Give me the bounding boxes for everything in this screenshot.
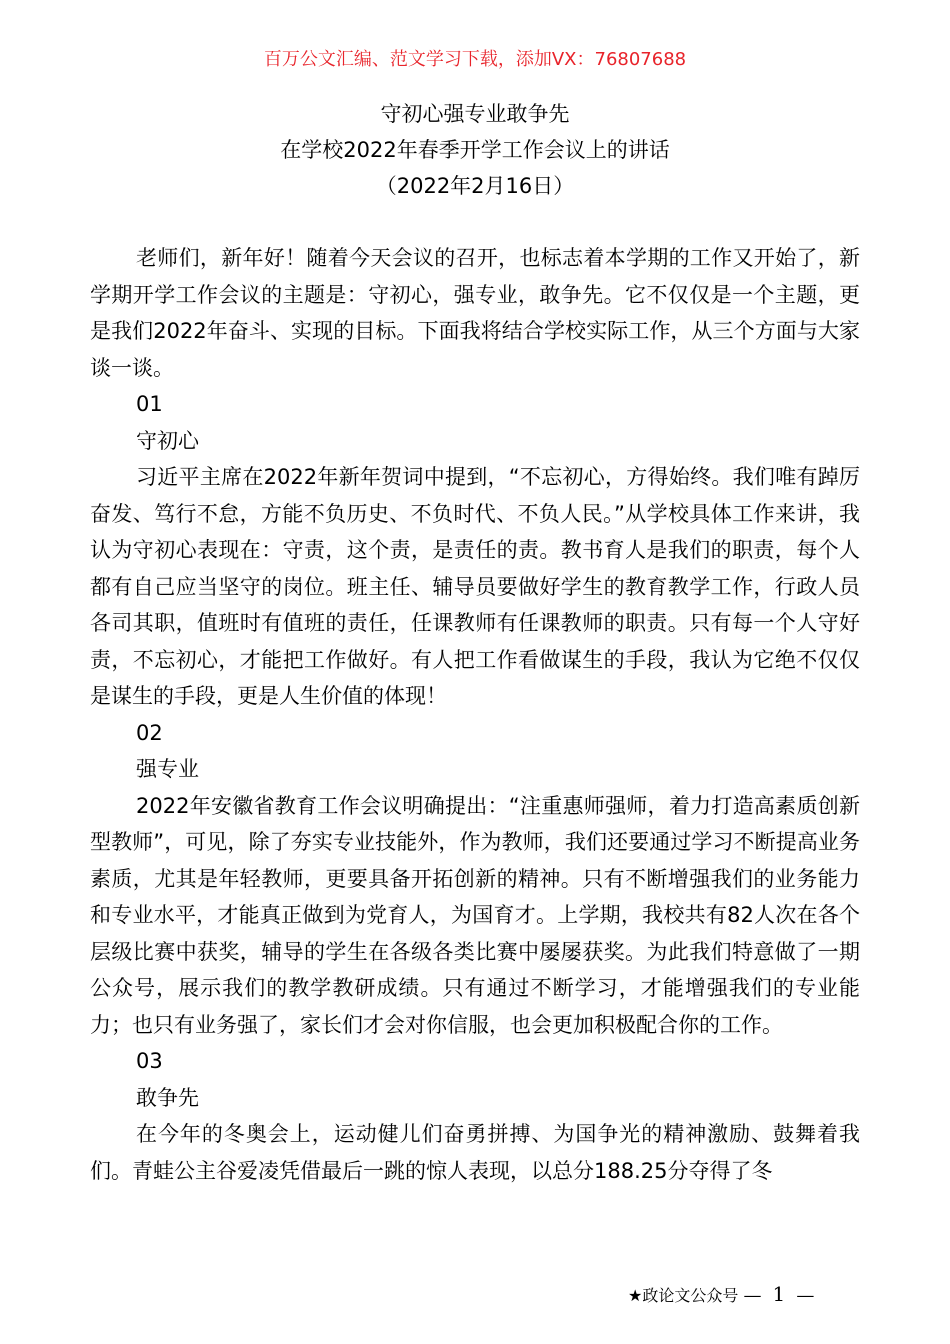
footer-dash-left: — (743, 1285, 762, 1306)
section-number-02: 02 (136, 720, 163, 745)
section-heading-1: 守初心 (136, 428, 199, 453)
document-body (90, 240, 860, 1189)
page-number: 1 (772, 1282, 786, 1306)
paragraph-section-3: 在今年的冬奥会上，运动健儿们奋勇拼搏、为国争光的精神激励、鼓舞着我们。青蛙公主谷爱凌凭借最后一跳的惊人表现，以总分188.25分夺得了冬 (90, 1122, 860, 1183)
paragraph-intro: 老师们，新年好！随着今天会议的召开，也标志着本学期的工作又开始了，新学期开学工作会议的主题是：守初心，强专业，敢争先。它不仅仅是一个主题，更是我们2022年奋斗、实现的目标。下面我将结合学校实际工作，从三个方面与大家谈一谈。 (90, 246, 860, 380)
paragraph-section-1: 习近平主席在2022年新年贺词中提到，“不忘初心，方得始终。我们唯有踔厉奋发、笃行不怠，方能不负历史、不负时代、不负人民。”从学校具体工作来讲，我认为守初心表现在：守责，这个责，是责任的责。教书育人是我们的职责，每个人都有自己应当坚守的岗位。班主任、辅导员要做好学生的教育教学工作，行政人员各司其职，值班时有值班的责任，任课教师有任课教师的职责。只有每一个人守好责，不忘初心，才能把工作做好。有人把工作看做谋生的手段，我认为它绝不仅仅是谋生的手段，更是人生价值的体现！ (90, 465, 860, 708)
section-heading-2: 强专业 (136, 757, 199, 781)
section-number-03: 03 (136, 1049, 163, 1073)
footer-dash-right: — (796, 1285, 815, 1306)
document-date: （2022年2月16日） (375, 174, 575, 198)
paragraph-section-2: 2022年安徽省教育工作会议明确提出：“注重惠师强师，着力打造高素质创新型教师”，可见，除了夯实专业技能外，作为教师，我们还要通过学习不断提高业务素质，尤其是年轻教师，更要具备开拓创新的精神。只有不断增强我们的业务能力和专业水平，才能真正做到为党育人，为国育才。上学期，我校共有82人次在各个层级比赛中获奖，辅导的学生在各级各类比赛中屡屡获奖。为此我们特意做了一期公众号，展示我们的教学教研成绩。只有通过不断学习，才能增强我们的专业能力；也只有业务强了，家长们才会对你信服，也会更加积极配合你的工作。 (90, 793, 860, 1037)
header-note: 百万公文汇编、范文学习下载，添加VX：76807688 (263, 49, 687, 70)
section-number-01: 01 (136, 392, 163, 416)
document-title: 守初心强专业敢争先 (380, 102, 570, 126)
section-heading-3: 敢争先 (136, 1085, 199, 1110)
page-footer (628, 1281, 814, 1309)
document-subtitle: 在学校2022年春季开学工作会议上的讲话 (280, 138, 670, 162)
title-block (0, 96, 950, 204)
footer-source: ★政论文公众号 (628, 1286, 739, 1305)
